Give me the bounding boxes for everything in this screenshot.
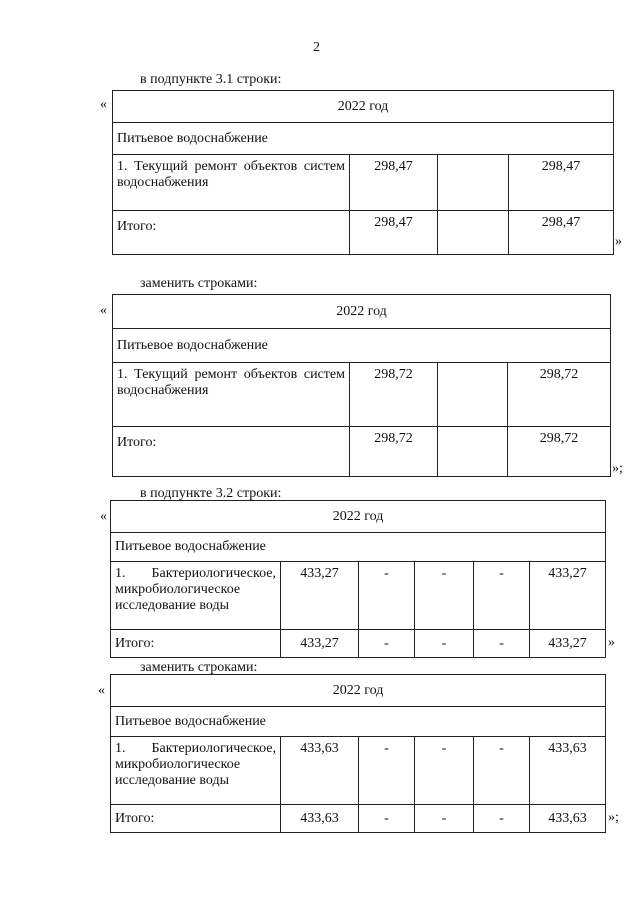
- budget-table-3-2-replacement: [110, 674, 606, 833]
- cell-value: [438, 363, 508, 427]
- cell-value: 298,72: [350, 427, 438, 477]
- table-row: [111, 737, 606, 805]
- cell-value: -: [474, 630, 530, 658]
- cell-value: [438, 211, 509, 255]
- cell-value: -: [359, 737, 415, 805]
- item-label: 1. Текущий ремонт объектов систем водоснабжения: [113, 155, 350, 211]
- cell-value: -: [415, 630, 474, 658]
- cell-value: [438, 155, 509, 211]
- cell-value: 298,47: [350, 211, 438, 255]
- total-label: Итого:: [113, 211, 350, 255]
- total-label: Итого:: [113, 427, 350, 477]
- budget-table-3-1-replacement: [112, 294, 611, 477]
- cell-value: -: [415, 805, 474, 833]
- open-quote: «: [100, 509, 107, 524]
- budget-table-3-2-original: [110, 500, 606, 658]
- close-quote: »: [615, 234, 622, 249]
- cell-value: -: [359, 630, 415, 658]
- year-header: 2022 год: [111, 501, 606, 533]
- table-row: [113, 427, 611, 477]
- cell-value: -: [359, 805, 415, 833]
- cell-value: -: [415, 737, 474, 805]
- cell-value: 433,27: [281, 562, 359, 630]
- year-header: 2022 год: [113, 91, 614, 123]
- cell-value: 298,72: [508, 427, 611, 477]
- cell-value: -: [415, 562, 474, 630]
- item-label: 1. Бактериологическое, микробиологическое исследование воды: [111, 737, 281, 805]
- item-label: 1. Текущий ремонт объектов систем водоснабжения: [113, 363, 350, 427]
- table-row: [113, 211, 614, 255]
- cell-value: 298,47: [509, 155, 614, 211]
- page-number: 2: [313, 40, 320, 55]
- cell-value: 298,47: [509, 211, 614, 255]
- open-quote: «: [100, 97, 107, 112]
- budget-table-3-1-original: [112, 90, 614, 255]
- table-row: [111, 562, 606, 630]
- section-title: Питьевое водоснабжение: [113, 123, 614, 155]
- close-quote: »;: [608, 810, 619, 825]
- total-label: Итого:: [111, 805, 281, 833]
- cell-value: 433,63: [281, 737, 359, 805]
- cell-value: -: [474, 737, 530, 805]
- year-header: 2022 год: [111, 675, 606, 707]
- cell-value: -: [359, 562, 415, 630]
- open-quote: «: [100, 303, 107, 318]
- year-header: 2022 год: [113, 295, 611, 329]
- table-row: [111, 805, 606, 833]
- section-title: Питьевое водоснабжение: [113, 329, 611, 363]
- cell-value: 298,72: [508, 363, 611, 427]
- cell-value: -: [474, 805, 530, 833]
- close-quote: »;: [612, 461, 623, 476]
- section-title: Питьевое водоснабжение: [111, 707, 606, 737]
- close-quote: »: [608, 635, 615, 650]
- cell-value: [438, 427, 508, 477]
- section-intro-text: в подпункте 3.1 строки:: [140, 72, 282, 87]
- section-title: Питьевое водоснабжение: [111, 533, 606, 562]
- item-label: 1. Бактериологическое, микробиологическое исследование воды: [111, 562, 281, 630]
- cell-value: 433,27: [281, 630, 359, 658]
- cell-value: 433,27: [530, 562, 606, 630]
- section-intro-text: заменить строками:: [140, 660, 258, 675]
- cell-value: 298,47: [350, 155, 438, 211]
- cell-value: 433,63: [530, 805, 606, 833]
- cell-value: -: [474, 562, 530, 630]
- cell-value: 298,72: [350, 363, 438, 427]
- cell-value: 433,63: [281, 805, 359, 833]
- open-quote: «: [98, 683, 105, 698]
- table-row: [113, 363, 611, 427]
- table-row: [113, 155, 614, 211]
- section-intro-text: заменить строками:: [140, 276, 258, 291]
- table-row: [111, 630, 606, 658]
- cell-value: 433,63: [530, 737, 606, 805]
- cell-value: 433,27: [530, 630, 606, 658]
- total-label: Итого:: [111, 630, 281, 658]
- section-intro-text: в подпункте 3.2 строки:: [140, 486, 282, 501]
